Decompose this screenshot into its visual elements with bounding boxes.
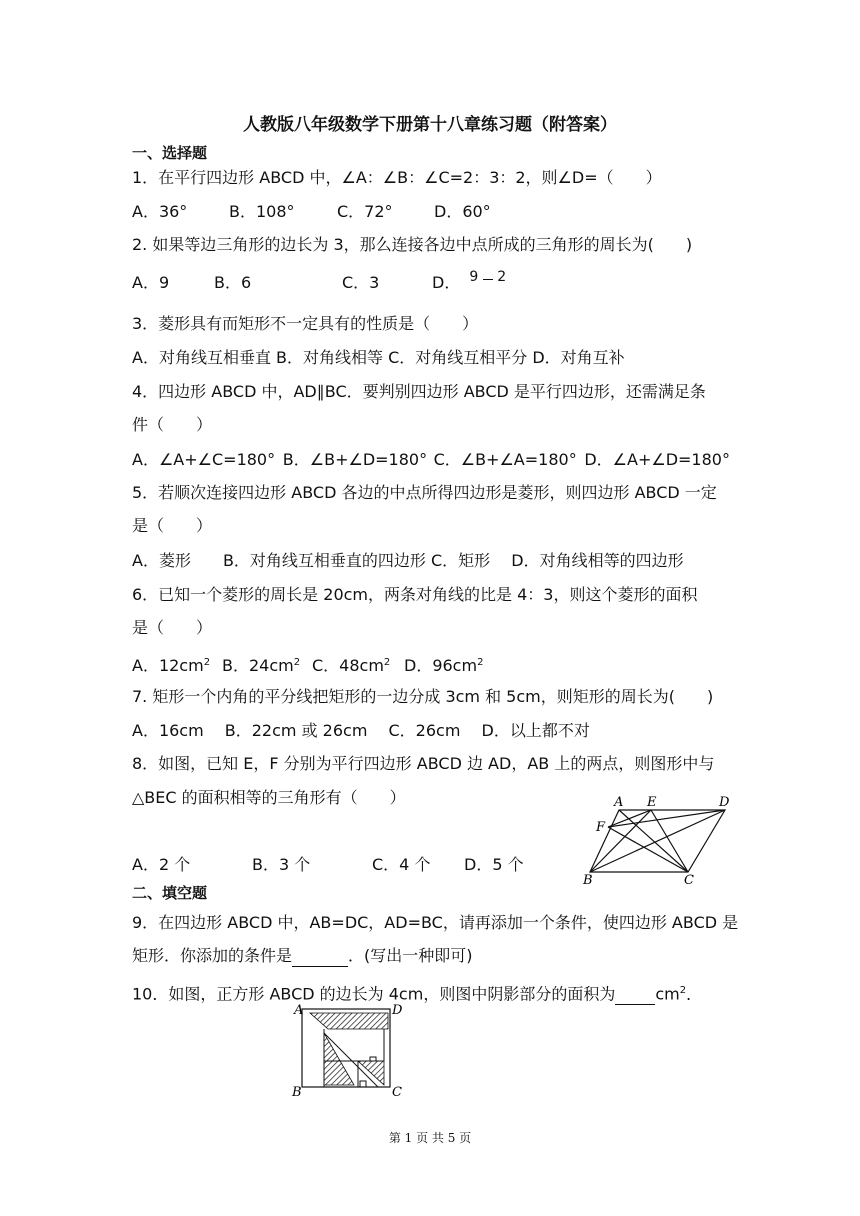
option-a: A．9 — [132, 273, 170, 292]
question-4-stem-line1: 4．四边形 ABCD 中，AD∥BC．要判别四边形 ABCD 是平行四边形，还需满足条 — [132, 382, 706, 401]
question-2-options — [132, 269, 730, 294]
option-c: C．3 — [342, 273, 380, 292]
parallelogram-figure — [578, 794, 738, 886]
question-8-stem-line1: 8．如图，已知 E，F 分别为平行四边形 ABCD 边 AD，AB 上的两点，则图形中与 — [132, 754, 715, 773]
option-b: B．6 — [214, 273, 252, 292]
question-10-stem: 10．如图，正方形 ABCD 的边长为 4cm，则图中阴影部分的面积为 $cm^2$． — [132, 984, 703, 1004]
question-1-stem: 1．在平行四边形 ABCD 中，∠A：∠B：∠C=2：3：2，则∠D=（ ） — [132, 168, 662, 187]
question-9-stem-line2: 矩形．你添加的条件是 ．(写出一种即可) — [132, 946, 473, 965]
answer-blank — [292, 948, 348, 967]
option-b: B．108° — [229, 202, 295, 221]
question-9-stem-line1: 9．在四边形 ABCD 中，AB=DC，AD=BC，请再添加一个条件，使四边形 ABCD 是 — [132, 913, 739, 932]
question-6-stem-line1: 6．已知一个菱形的周长是 20cm，两条对角线的比是 4：3，则这个菱形的面积 — [132, 585, 698, 604]
option-c: C．$48cm^2$ — [312, 656, 391, 676]
option-d: D．$96cm^2$ — [404, 656, 484, 676]
question-2-stem: 2. 如果等边三角形的边长为 3，那么连接各边中点所成的三角形的周长为( ) — [132, 235, 693, 254]
option-a: A．$12cm^2$ — [132, 656, 211, 676]
question-5-stem-line2: 是（ ） — [132, 516, 213, 535]
question-4-stem-line2: 件（ ） — [132, 415, 213, 434]
question-3-options: A．对角线互相垂直 B．对角线相等 C．对角线互相平分 D．对角互补 — [132, 348, 625, 367]
option-d: D．∠A+∠D=180° — [584, 450, 730, 469]
label-f: F — [596, 820, 606, 835]
label-e: E — [647, 795, 657, 810]
question-1-options — [132, 201, 730, 223]
option-a: A．36° — [132, 202, 188, 221]
label-d: D — [719, 795, 730, 810]
option-a: A．2 个 — [132, 855, 191, 874]
question-3-stem: 3．菱形具有而矩形不一定具有的性质是（ ） — [132, 314, 479, 333]
option-d: D． 9 2 — [432, 269, 507, 292]
option-b: B．$24cm^2$ — [222, 656, 301, 676]
option-c: C．72° — [337, 202, 393, 221]
section-heading-choice: 一、选择题 — [132, 144, 208, 162]
fraction: 9 2 — [469, 269, 507, 285]
label-c: C — [684, 873, 694, 886]
label-a: A — [614, 795, 624, 810]
question-5-options: A．菱形 B．对角线互相垂直的四边形 C．矩形 D．对角线相等的四边形 — [132, 551, 684, 570]
square-figure — [288, 1003, 408, 1099]
option-d: D．60° — [434, 202, 491, 221]
page-title: 人教版八年级数学下册第十八章练习题（附答案） — [243, 115, 617, 135]
option-d: D．5 个 — [464, 855, 524, 874]
option-a: A．∠A+∠C=180° — [132, 450, 276, 469]
label-d: D — [392, 1003, 403, 1018]
option-c: C．4 个 — [372, 855, 431, 874]
option-b: B．3 个 — [252, 855, 311, 874]
question-7-options: A．16cm B．22cm 或 26cm C．26cm D．以上都不对 — [132, 721, 590, 740]
question-4-options — [132, 449, 730, 471]
label-a: A — [294, 1003, 304, 1018]
label-b: B — [583, 873, 593, 886]
option-c: C．∠B+∠A=180° — [433, 450, 577, 469]
question-6-options — [132, 652, 730, 677]
label-c: C — [392, 1085, 402, 1099]
question-7-stem: 7. 矩形一个内角的平分线把矩形的一边分成 3cm 和 5cm，则矩形的周长为( ) — [132, 687, 714, 706]
page-footer: 第 1 页 共 5 页 — [388, 1131, 472, 1145]
question-5-stem-line1: 5．若顺次连接四边形 ABCD 各边的中点所得四边形是菱形，则四边形 ABCD 一定 — [132, 483, 717, 502]
section-heading-fill: 二、填空题 — [132, 884, 208, 902]
option-b: B．∠B+∠D=180° — [282, 450, 428, 469]
label-b: B — [292, 1085, 302, 1099]
question-8-stem-line2: △BEC 的面积相等的三角形有（ ） — [132, 788, 406, 807]
question-6-stem-line2: 是（ ） — [132, 618, 213, 637]
answer-blank — [615, 986, 655, 1005]
